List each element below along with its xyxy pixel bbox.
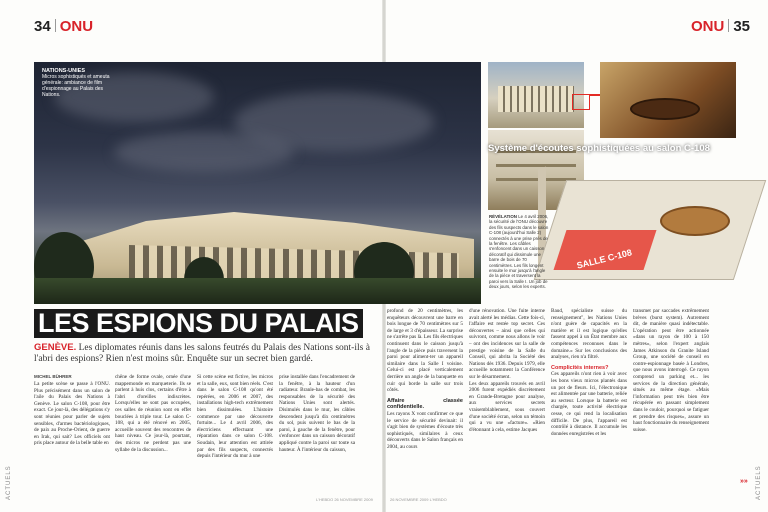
folio-divider [55,19,56,32]
column-3-text: Si cette scène est fictive, les micros et la salle, eux, sont bien réels. C'est dans le salon C-108 qu'ont été repérées, en 2006 et 2007, des installations high-tech extrêmement bien dissimulées. L'histoire commence par une découverte fortuite... Le 4 avril 2006, des électriciens effectuant une réparation dans ce salon C-108. Soudain, leur attention est attirée par des fils suspects, connectés depuis l'intérieur du mur à une [197,374,273,460]
inset-title: Système d'écoutes sophistiquées au salon C-108 [488,143,710,154]
headline: LES ESPIONS DU PALAIS [34,309,363,338]
standfirst-text: Les diplomates réunis dans les salons feutrés du Palais des Nations sont-ils à l'abri des espions? Rien n'est moins sûr. Enquête sur un secret bien gardé. [34,343,370,364]
aerial-photo [488,62,584,128]
photo-caption [42,68,112,98]
right-section-label: ONU [690,18,725,35]
left-rubric: ACTUELS [6,465,12,500]
column-6-text: d'une rénovation. Une fuite interne avait alerté les médias. Cette fois-ci, l'affaire est restée top secret. Ces découvertes – ainsi que celles qui suivront, comme nous allons le voir – ont des incidences sur la salle de prestige voisine de la Salle du Conseil, qui abrita la Société des Nations dès 1936. Depuis 1979, elle accueille notamment la Conférence sur le désarmement. [469,308,545,380]
subhead-affaire: Affaire classée confidentielle. [387,397,463,411]
revelation-label: RÉVÉLATION [489,214,517,219]
column-7-text: Baud, spécialiste suisse du renseignement", les Nations Unies n'ont guère de capacités en la matière et il est logique qu'elles fassent appel à un État membre aux compétences reconnues dans le domaine.» Sur les conclusions des analyses, rien n'a filtré. [551,308,627,361]
revelation-text: Le 4 avril 2006, la sécurité de l'ONU découvre des fils suspects dans le salon C-108 (aujourd'hui Salle 2) connectés à une prise près de la fenêtre. Les câbles s'enfoncent dans un caisson décoratif qui dissimule une barre de bois de 70 centimètres. Les fils longent ensuite le mur jusqu'à l'angle de la pièce et traversent la paroi vers la Salle I. Un job de deux jours, selon les experts. [489,214,549,290]
cloud [114,132,294,172]
byline: MICHEL BÜHRER [34,374,72,379]
column-6 [469,308,545,494]
right-rubric: ACTUELS [756,465,762,500]
palais-des-nations-photo [34,62,481,304]
photo-caption-body: Micros sophistiqués et ameuta générale: ambiance de film d'espionnage au Palais des Nations. [42,74,110,98]
column-4-text: prise installée dans l'encadrement de la fenêtre, à la hauteur d'un radiateur. Branle-bas de combat, les responsables de la sécurité des Nations Unies sont alertés. Disimulés dans le mur, les câbles descendent jusqu'à dix centimètres du sol, puis suivent le bas de la paroi, à gauche de la fenêtre, pour s'enfoncer dans un caisson décoratif appliqué contre la paroi sur toute sa hauteur. À l'intérieur du caisson, [279,374,355,453]
right-page-number: 35 [733,18,750,35]
continuation-mark: »» [740,478,748,485]
folio-divider [728,19,729,32]
oval-table [630,98,700,120]
left-section-label: ONU [59,18,94,35]
experts-text: Les deux appareils trouvés en avril 2006 furent expédiés discrètement en Grande-Bretagne pour analyse, aux services secrets vraisemblablement, sous couvert d'une société écran, selon un témoin qui a vu une «facture». «Rien d'étonnant à cela, estime Jacques [469,380,545,433]
building-wing [498,86,574,112]
subhead-complicites: Complicités internes? [551,364,609,371]
left-page-number: 34 [34,18,51,35]
column-2-text: chêne de forme ovale, ornée d'une mappemonde en marqueterie. Ils se parlent à huis clos, certains d'être à l'abri d'oreilles indiscrètes. Lorsqu'elles ne sont pas occupées, ces salles de réunion sont en effet bouclées à triple tour. Le salon C-108, qui a été rénové en 2005, accueille souvent des rencontres de haut niveau. Ce jour-là, pourtant, des micros ne perdent pas une syllabe de la discussion... [115,374,191,453]
column-8 [633,308,709,494]
footer-right: 26 NOVEMBRE 2009 L'HEBDO [390,497,447,502]
column-7 [551,308,627,494]
lawn [34,278,481,304]
standfirst-place: GENÈVE. [34,342,77,353]
footer-left: L'HEBDO 26 NOVEMBRE 2009 [316,497,373,502]
photo-caption-title: NATIONS-UNIES [42,68,85,74]
room-3d-model [520,150,756,290]
salle-c108-label: SALLE C-108 [575,247,633,271]
column-3 [197,374,273,492]
column-5-text: profond de 20 centimètres, les enquêteurs découvrent une barre en bois longue de 70 centimètres sur 5 de large et 3 d'épaisseur. La surprise ne s'arrête pas là. Les fils électriques continuent dans le caisson jusqu'à l'angle de la pièce puis traversent la paroi pour aliment-ter un appareil similaire dans la Salle I voisine. Celui-ci est placé verticalement derrière un angle de la banquette en cuir qui borde la salle sur trois côtés. [387,308,463,394]
left-folio [34,18,93,35]
column-1-text: La petite scène se passe à l'ONU. Plus précisément dans un salon de l'aile du Palais des Nations à Genève. Le salon C-108, pour être exact. Ce jour-là, des délégations s'y sont réunies pour parler de sujets sensibles, d'armes bactériologiques, de paix au Proche-Orient, de guerre en Irak, qui sait? Les officiels ont pris place autour de la belle table en [34,381,110,447]
highlight-box [572,94,590,110]
salle-c108-highlight [554,230,657,270]
meeting-room-photo [600,62,736,138]
model-table [660,206,730,236]
right-folio [691,18,750,35]
complicites-text: Ces appareils n'ont rien à voir avec les bons vieux micros plantés dans un pot de fleurs. Ici, l'électronique est alimentée par une batterie, reliée au secteur. Lorsque la batterie est chargée, toute activité électrique cesse, ce qui rend la localisation difficile. De plus, l'appareil est contrôlé à distance. Il accumule les données enregistrées et les [551,371,627,437]
standfirst [34,342,374,365]
column-8-text: transmet par saccades extrêmement brèves (burst system). Autrement dit, de manière quasi indétectable. L'opération peut être actionnée «dans un rayon de 100 à 150 mètres», selon l'expert anglais James Atkinson du Granite Island Group, une société de conseil en contre-espionnage basée à Londres, que nous avons interrogé. Ce rayon comprend un parking et... les services de la direction générale, situés au même étage. «Mais l'information peut très bien être récupérée en passant simplement dans le couloir, pourquoi se fatiguer et prendre des risques», assure un haut fonctionnaire du renseignement suisse. [633,308,709,433]
column-2 [115,374,191,492]
column-1 [34,381,110,493]
column-5 [387,308,463,494]
revelation-caption [489,214,551,290]
column-4 [279,374,355,492]
affaire-text: Les rayons X vont confirmer ce que le service de sécurité devinait: il s'agit bien de systèmes d'écoute très sophistiqués, similaires à ceux découverts dans le Salon français en 2004, au cours [387,410,463,450]
